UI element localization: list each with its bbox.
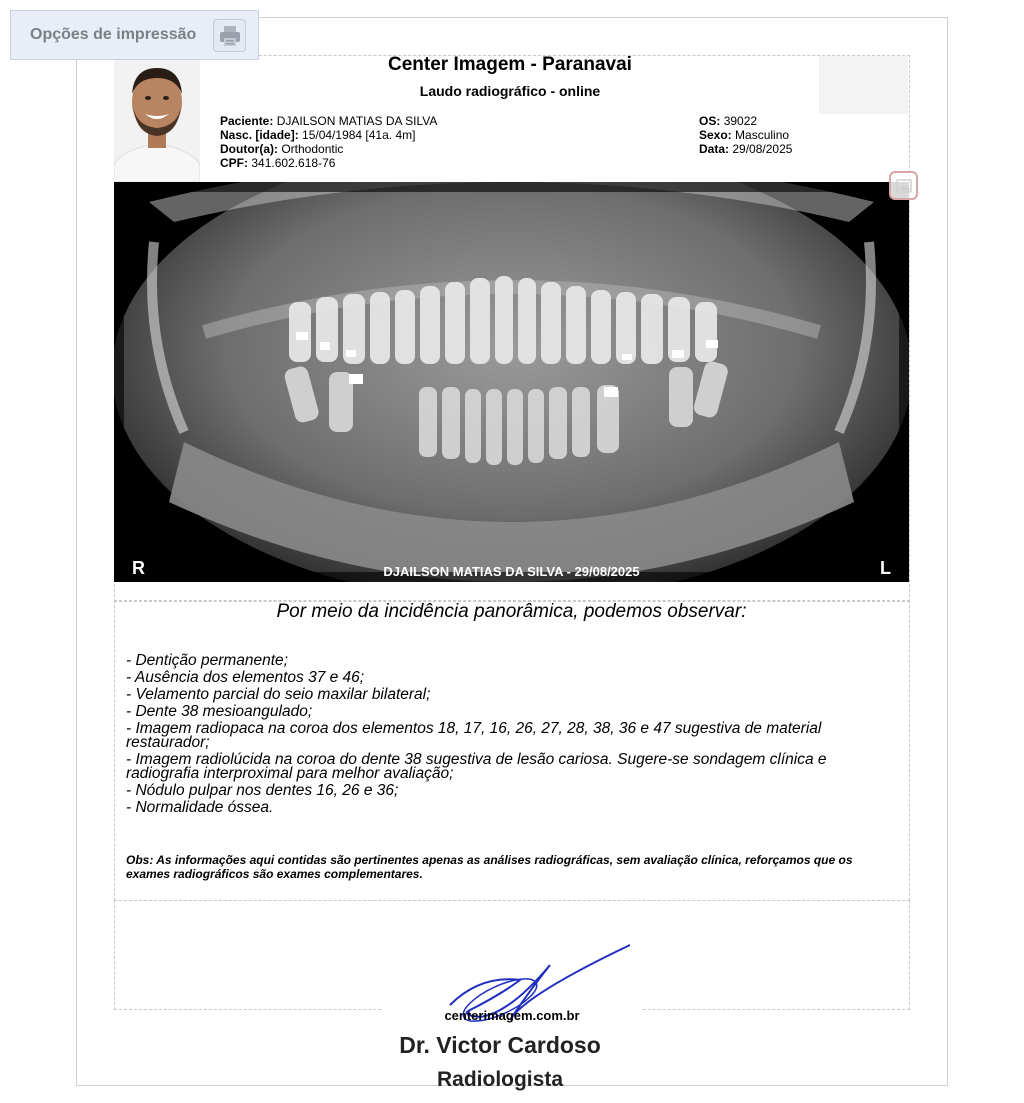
report-title: Center Imagem - Paranavai xyxy=(388,54,632,75)
exam-date: 29/08/2025 xyxy=(732,142,793,156)
print-options-label: Opções de impressão xyxy=(30,26,197,43)
finding-item: - Dentição permanente; xyxy=(126,652,288,669)
birth-label: Nasc. [idade]: xyxy=(220,128,299,142)
sex-label: Sexo: xyxy=(699,128,732,142)
finding-item: - Imagem radiolúcida na coroa do dente 38 sugestiva de lesão cariosa. Sugere-se sondagem clínica e radiografia interproximal para melhor avaliação; xyxy=(126,751,827,782)
patient-info-right xyxy=(699,114,792,156)
birth-date: 15/04/1984 [41a. 4m] xyxy=(302,128,416,142)
patient-name-label: Paciente: xyxy=(220,114,274,128)
patient-info-left xyxy=(220,114,437,170)
report-subtitle: Laudo radiográfico - online xyxy=(419,83,601,99)
sex-value: Masculino xyxy=(735,128,790,142)
patient-photo xyxy=(114,56,200,182)
cpf-value: 341.602.618-76 xyxy=(251,156,336,170)
doctor-name: Dr. Victor Cardoso xyxy=(399,1032,601,1058)
image-icon xyxy=(896,179,912,193)
xray-left-marker: L xyxy=(880,558,891,578)
finding-item: - Imagem radiopaca na coroa dos elementos 18, 17, 16, 26, 27, 28, 38, 36 e 47 sugestiva de material restaurador; xyxy=(126,720,822,751)
doctor-role: Radiologista xyxy=(436,1068,563,1091)
print-options-panel xyxy=(10,10,259,60)
findings-intro: Por meio da incidência panorâmica, podemos observar: xyxy=(276,601,747,622)
observation-note: Obs: As informações aqui contidas são pertinentes apenas as análises radiográficas, sem avaliação clínica, reforçamos que os exames radiográficos são exames complementares. xyxy=(126,853,853,881)
clinic-website: centerimagem.com.br xyxy=(444,1008,580,1023)
os-value: 39022 xyxy=(723,114,758,128)
doctor-label: Doutor(a): xyxy=(220,142,278,156)
finding-item: - Normalidade óssea. xyxy=(126,799,274,816)
date-label: Data: xyxy=(699,142,730,156)
panoramic-xray-image xyxy=(114,182,909,582)
print-button[interactable] xyxy=(213,19,246,52)
image-expand-button[interactable] xyxy=(889,171,918,200)
clinic-logo-placeholder xyxy=(819,56,908,114)
xray-right-marker: R xyxy=(132,558,145,578)
os-label: OS: xyxy=(699,114,721,128)
finding-item: - Dente 38 mesioangulado; xyxy=(126,703,313,720)
referring-doctor: Orthodontic xyxy=(281,142,344,156)
finding-item: - Nódulo pulpar nos dentes 16, 26 e 36; xyxy=(126,782,399,799)
xray-caption: DJAILSON MATIAS DA SILVA - 29/08/2025 xyxy=(383,564,640,579)
finding-item: - Velamento parcial do seio maxilar bilateral; xyxy=(126,686,431,703)
cpf-label: CPF: xyxy=(220,156,248,170)
finding-item: - Ausência dos elementos 37 e 46; xyxy=(126,669,365,686)
patient-name: DJAILSON MATIAS DA SILVA xyxy=(276,114,438,128)
findings-list xyxy=(126,654,866,818)
printer-icon xyxy=(218,24,242,48)
